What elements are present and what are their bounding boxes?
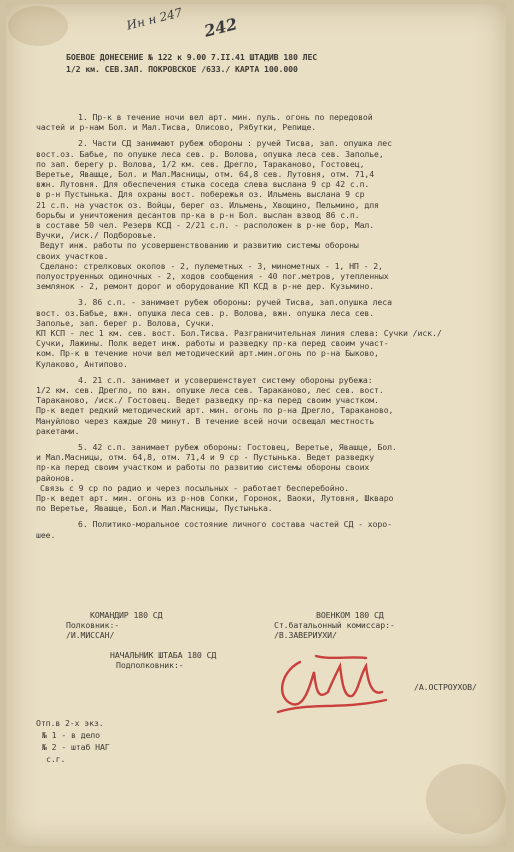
distribution-initials: с.г. [46, 754, 66, 764]
report-line: КП КСП - лес 1 км. сев. вост. Бол.Тисва. Разграничительная линия слева: Сучки /иск./ [36, 328, 442, 338]
chief-of-staff-title: НАЧАЛЬНИК ШТАБА 180 СД [110, 650, 217, 660]
report-line: Связь с 9 ср по радио и через посыльных - работает бесперебойно. [40, 482, 350, 493]
report-line: пр-ка перед своим участком и работы по развитию системы обороны своих [36, 462, 370, 473]
report-line: ком. Пр-к в течение ночи вел методический арт.мин.огонь по р-на Быково, [36, 348, 379, 359]
report-line: вжн. Лутовня. Для обеспечения стыка соседа слева выслана 9 ср 42 с.п. [36, 179, 370, 190]
report-line: 2. Части СД занимают рубеж обороны : ручей Тисва, зап. опушка лес [78, 138, 392, 149]
document-sheet [6, 4, 506, 846]
distribution-copy-2: № 2 - штаб НАГ [42, 742, 110, 752]
report-line: Вучки, /иск./ Подборовье. [36, 230, 157, 241]
chief-of-staff-name: /А.ОСТРОУХОВ/ [414, 682, 477, 692]
report-line: по зап. берегу р. Волова, 1/2 км. сев. Дрегло, Тараканово, Гостовец, [36, 158, 365, 169]
commander-title: КОМАНДИР 180 СД [90, 610, 163, 620]
report-line: полуоструенных одиночных - 2, ходов сообщения - 40 пог.метров, утепленных [36, 271, 389, 281]
report-line: Заполье, зап. берег р. Волова, Сучки. [36, 317, 215, 328]
report-title: БОЕВОЕ ДОНЕСЕНИЕ № 122 к 9.00 7.II.41 ШТАДИВ 180 ЛЕС [66, 52, 318, 62]
report-line: в р-н Пустынька. Для охраны вост. побережья оз. Ильмень выслана 9 ср [36, 189, 365, 200]
report-line: своих участков. [36, 250, 109, 261]
distribution-copy-1: № 1 - в дело [42, 730, 100, 740]
page-number: 242 [202, 14, 240, 41]
report-line: землянок - 2, ремонт дорог и оборудование КП КСД в р-не дер. Кузьмино. [36, 281, 375, 292]
commander-rank: Полковник:- [66, 620, 120, 630]
report-line: Пр-к ведет арт. мин. огонь из р-нов Сопки, Горонок, Ваоки, Лутовня, Шкваро [36, 493, 394, 503]
report-line: шее. [36, 529, 56, 540]
chief-of-staff-rank: Подполковник:- [116, 660, 184, 670]
commander-name: /И.МИССАН/ [66, 630, 115, 640]
report-line: Тараканово, /иск./ Гостовец. Ведет разведку пр-ка перед своим участком. [36, 395, 379, 406]
report-line: 1. Пр-к в течение ночи вел арт. мин. пуль. огонь по передовой [78, 112, 373, 122]
commissar-rank: Ст.батальонный комиссар:- [274, 620, 395, 630]
report-line: 4. 21 с.п. занимает и усовершенствует систему обороны рубежа: [78, 374, 373, 385]
paper-stain [8, 6, 68, 46]
report-location: 1/2 км. СЕВ.ЗАП. ПОКРОВСКОЕ /633./ КАРТА 100.000 [66, 64, 298, 74]
report-line: Сучки, Лажины. Полк ведет инж. работы и разведку пр-ка перед своим участ- [36, 338, 389, 349]
report-line: 21 с.п. на участок оз. Войцы, берег оз. Ильмень, Хвощино, Пельмино, для [36, 199, 379, 210]
report-line: 3. 86 с.п. - занимает рубеж обороны: ручей Тисва, зап.опушка леса [78, 297, 392, 308]
report-line: вост. оз.Бабье, вжн. опушка леса сев. р. Волова, вжн. опушка леса сев. [36, 307, 375, 318]
report-line: Сделано: стрелковых окопов - 2, пулеметных - 3, минометных - 1, НП - 2, [40, 260, 383, 271]
commissar-title: ВОЕНКОМ 180 СД [316, 610, 384, 620]
report-line: Веретье, Явашце, Бол. и Мал.Масницы, отм. 64,8 сев. Лутовня, отм. 71,4 [36, 169, 375, 179]
report-line: частей и р-нам Бол. и Мал.Тисва, Олисово, Рябутки, Репище. [36, 122, 317, 133]
report-line: вост.оз. Бабье, по опушке леса сев. р. Волова, опушка леса сев. Заполье, [36, 148, 384, 159]
report-line: Мануйлово через каждые 20 минут. В течение всей ночи освещал местность [36, 415, 375, 426]
report-line: 5. 42 с.п. занимает рубеж обороны: Гостовец, Веретье, Явашце, Бол. [78, 442, 397, 452]
handwritten-signature [270, 652, 390, 718]
report-line: Кулаково, Антипово. [36, 358, 128, 369]
report-line: ракетами. [36, 425, 80, 436]
distribution-note: Отп.в 2-х экз. [36, 718, 104, 728]
archive-note: Ин н 247 [125, 5, 184, 33]
report-line: в составе 50 чел. Резерв КСД - 2/21 с.п. - расположен в р-не бор, Мал. [36, 220, 375, 230]
report-line: 6. Политико-моральное состояние личного состава частей СД - хоро- [78, 519, 392, 530]
report-line: районов. [36, 472, 75, 483]
report-line: Ведут инж. работы по усовершенствованию и развитию системы обороны [40, 240, 359, 251]
report-line: Пр-к ведет редкий методический арт. мин. огонь по р-на Дрегло, Тараканово, [36, 405, 394, 416]
report-line: 1/2 км. сев. Дрегло, по вжн. опушке леса сев. Тараканово, лес сев. вост. [36, 385, 384, 395]
report-line: по Веретье, Явашце, Бол.и Мал.Масницы, Пустынька. [36, 503, 273, 514]
paper-stain [426, 764, 506, 834]
commissar-name: /В.ЗАВЕРИУХИ/ [274, 630, 337, 640]
report-line: и Мал.Масницы, отм. 64,8, отм. 71,4 и 9 ср - Пустынька. Ведет разведку [36, 452, 375, 463]
report-line: борьбы и уничтожения десантов пр-ка в р-н Бол. выслан взвод 86 с.п. [36, 209, 360, 220]
